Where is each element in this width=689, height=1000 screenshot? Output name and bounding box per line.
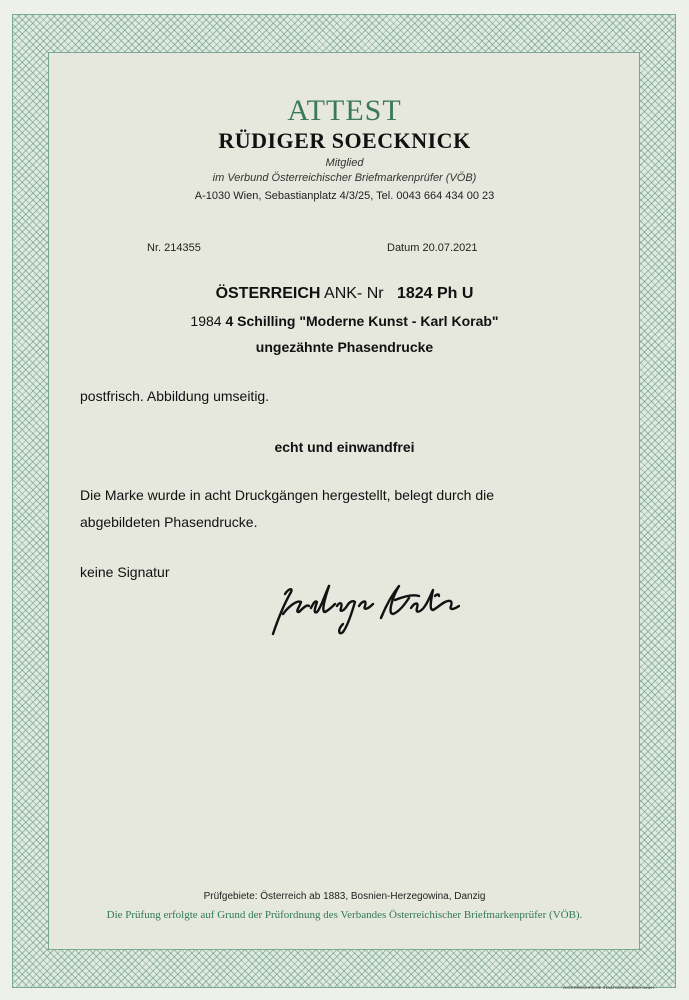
issuer-address: A-1030 Wien, Sebastianplatz 4/3/25, Tel. 0043 664 434 00 23 (194, 190, 495, 202)
footer-rules: Die Prüfung erfolgte auf Grund der Prüfordnung des Verbandes Österreichischer Briefmarkenprüfer (VÖB). (106, 909, 583, 921)
footer-areas: Prüfgebiete: Österreich ab 1883, Bosnien-Herzegowina, Danzig (203, 891, 486, 902)
signature-note: keine Signatur (80, 564, 170, 580)
certificate-date: Datum 20.07.2021 (387, 242, 478, 254)
stamp-description: 4 Schilling "Moderne Kunst - Karl Korab" (225, 313, 499, 329)
issuer-name: RÜDIGER SOECKNICK (218, 128, 471, 153)
stamp-year: 1984 (190, 313, 222, 329)
stamp-catalog-line (0, 285, 689, 303)
handwritten-signature (255, 578, 465, 640)
catalog-prefix: ANK- Nr (324, 285, 384, 302)
verdict-text: echt und einwandfrei (274, 439, 415, 455)
printer-imprint: ÖSTERREICHISCHE STAATSDRUCKEREI GmbH (563, 985, 654, 990)
certificate-number: Nr. 214355 (147, 242, 201, 254)
stamp-description-line (0, 313, 689, 329)
stamp-variety: ungezähnte Phasendrucke (255, 339, 434, 355)
stamp-country: ÖSTERREICH (215, 285, 321, 302)
issuer-association: im Verbund Österreichischer Briefmarkenprüfer (VÖB) (212, 172, 477, 184)
catalog-number: 1824 Ph U (396, 285, 474, 302)
note-line-2: abgebildeten Phasendrucke. (80, 514, 258, 530)
attest-title: ATTEST (287, 94, 402, 127)
issuer-role: Mitglied (325, 157, 364, 169)
note-line-1: Die Marke wurde in acht Druckgängen hergestellt, belegt durch die (80, 487, 495, 503)
condition-text: postfrisch. Abbildung umseitig. (80, 388, 270, 404)
